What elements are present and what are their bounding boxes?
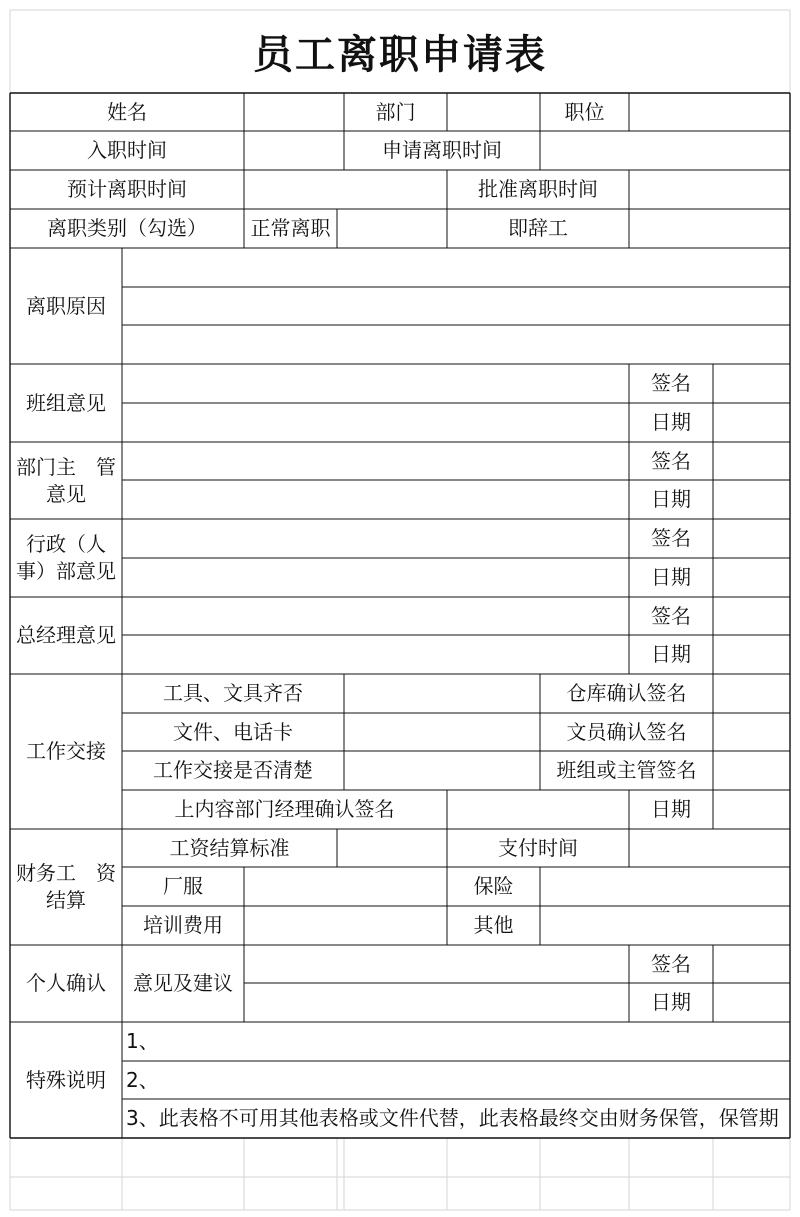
personal-date-label: 日期 <box>651 990 691 1014</box>
team-date-field[interactable] <box>713 403 790 442</box>
uniform-label: 厂服 <box>163 874 203 898</box>
personal-confirm-label: 个人确认 <box>26 971 106 995</box>
normal-leave-checkbox[interactable] <box>337 209 447 248</box>
personal-date-field[interactable] <box>713 983 790 1022</box>
gm-opinion-line-2[interactable] <box>122 635 629 674</box>
dept-manager-date-label: 日期 <box>651 487 691 511</box>
uniform-field[interactable] <box>244 867 447 906</box>
warehouse-sign-field[interactable] <box>713 674 790 713</box>
team-opinion-line-1[interactable] <box>122 364 629 403</box>
dept-manager-signature-label: 签名 <box>651 448 691 473</box>
gm-date-field[interactable] <box>713 635 790 674</box>
approved-date-field[interactable] <box>629 170 790 209</box>
team-opinion-label: 班组意见 <box>26 390 106 415</box>
gm-opinion-line-1[interactable] <box>122 597 629 635</box>
normal-leave-label: 正常离职 <box>250 216 331 240</box>
approved-date-label: 批准离职时间 <box>478 177 598 201</box>
apply-date-field[interactable] <box>540 131 790 170</box>
training-fee-field[interactable] <box>244 906 447 945</box>
dept-manager-confirm-field[interactable] <box>447 790 629 829</box>
personal-signature-label: 签名 <box>651 951 691 976</box>
immediate-leave-checkbox[interactable] <box>629 209 790 248</box>
handover-date-label: 日期 <box>651 797 691 821</box>
apply-date-label: 申请离职时间 <box>382 138 502 162</box>
gm-signature-label: 签名 <box>651 603 691 628</box>
dept-manager-date-field[interactable] <box>713 480 790 519</box>
team-date-label: 日期 <box>651 410 691 434</box>
salary-standard-label: 工资结算标准 <box>169 835 290 860</box>
other-label: 其他 <box>473 913 514 937</box>
dept-manager-opinion-label: 部门主 管 意见 <box>16 454 116 506</box>
handover-label: 工作交接 <box>26 739 106 763</box>
department-field[interactable] <box>447 93 540 131</box>
team-lead-sign-label: 班组或主管签名 <box>556 758 697 782</box>
admin-hr-opinion-line-1[interactable] <box>122 519 629 558</box>
gm-date-label: 日期 <box>651 642 691 666</box>
opinion-suggestion-line-2[interactable] <box>244 983 629 1022</box>
team-opinion-line-2[interactable] <box>122 403 629 442</box>
dept-manager-confirm-label: 上内容部门经理确认签名 <box>174 797 395 821</box>
expected-date-field[interactable] <box>244 170 447 209</box>
insurance-field[interactable] <box>540 867 790 906</box>
department-label: 部门 <box>375 99 416 124</box>
team-signature-field[interactable] <box>713 364 790 403</box>
payment-time-label: 支付时间 <box>498 835 578 860</box>
team-signature-label: 签名 <box>651 371 691 395</box>
files-label: 文件、电话卡 <box>173 719 293 744</box>
handover-date-field[interactable] <box>713 790 790 829</box>
special-notes-label: 特殊说明 <box>26 1067 106 1092</box>
handover-clear-field[interactable] <box>344 751 540 790</box>
gm-opinion-label: 总经理意见 <box>16 623 116 647</box>
leave-type-label: 离职类别（勾选） <box>47 216 207 240</box>
dept-manager-opinion-line-1[interactable] <box>122 442 629 480</box>
opinion-suggestion-label: 意见及建议 <box>133 971 233 995</box>
reason-label: 离职原因 <box>26 293 106 318</box>
hire-date-field[interactable] <box>244 131 344 170</box>
form-title: 员工离职申请表 <box>253 31 547 78</box>
position-label: 职位 <box>564 99 605 124</box>
note-1[interactable]: 1、 <box>126 1029 159 1053</box>
insurance-label: 保险 <box>473 874 514 898</box>
name-label: 姓名 <box>107 99 147 124</box>
dept-manager-signature-field[interactable] <box>713 442 790 480</box>
admin-hr-signature-label: 签名 <box>651 526 691 550</box>
expected-date-label: 预计离职时间 <box>67 177 187 201</box>
handover-clear-label: 工作交接是否清楚 <box>153 758 313 782</box>
opinion-suggestion-line-1[interactable] <box>244 945 629 983</box>
hire-date-label: 入职时间 <box>87 138 167 162</box>
tools-label: 工具、文具齐否 <box>163 681 303 705</box>
note-3: 3、此表格不可用其他表格或文件代替，此表格最终交由财务保管，保管期 <box>126 1106 779 1130</box>
reason-line-3[interactable] <box>122 325 790 364</box>
position-field[interactable] <box>629 93 790 131</box>
admin-hr-opinion-line-2[interactable] <box>122 558 629 597</box>
immediate-leave-label: 即辞工 <box>508 216 568 240</box>
admin-hr-opinion-label: 行政（人 事）部意见 <box>16 532 116 583</box>
finance-label: 财务工 资 结算 <box>16 861 116 912</box>
files-field[interactable] <box>344 713 540 751</box>
dept-manager-opinion-line-2[interactable] <box>122 480 629 519</box>
name-field[interactable] <box>244 93 344 131</box>
tools-field[interactable] <box>344 674 540 713</box>
warehouse-sign-label: 仓库确认签名 <box>566 681 687 705</box>
reason-line-1[interactable] <box>122 248 790 287</box>
training-fee-label: 培训费用 <box>143 913 223 937</box>
gm-signature-field[interactable] <box>713 597 790 635</box>
clerk-sign-label: 文员确认签名 <box>566 719 687 744</box>
admin-hr-signature-field[interactable] <box>713 519 790 558</box>
other-field[interactable] <box>540 906 790 945</box>
team-lead-sign-field[interactable] <box>713 751 790 790</box>
reason-line-2[interactable] <box>122 287 790 325</box>
clerk-sign-field[interactable] <box>713 713 790 751</box>
admin-hr-date-field[interactable] <box>713 558 790 597</box>
salary-standard-field[interactable] <box>337 829 447 867</box>
payment-time-field[interactable] <box>629 829 790 867</box>
note-2[interactable]: 2、 <box>126 1067 159 1092</box>
personal-signature-field[interactable] <box>713 945 790 983</box>
admin-hr-date-label: 日期 <box>651 565 691 589</box>
